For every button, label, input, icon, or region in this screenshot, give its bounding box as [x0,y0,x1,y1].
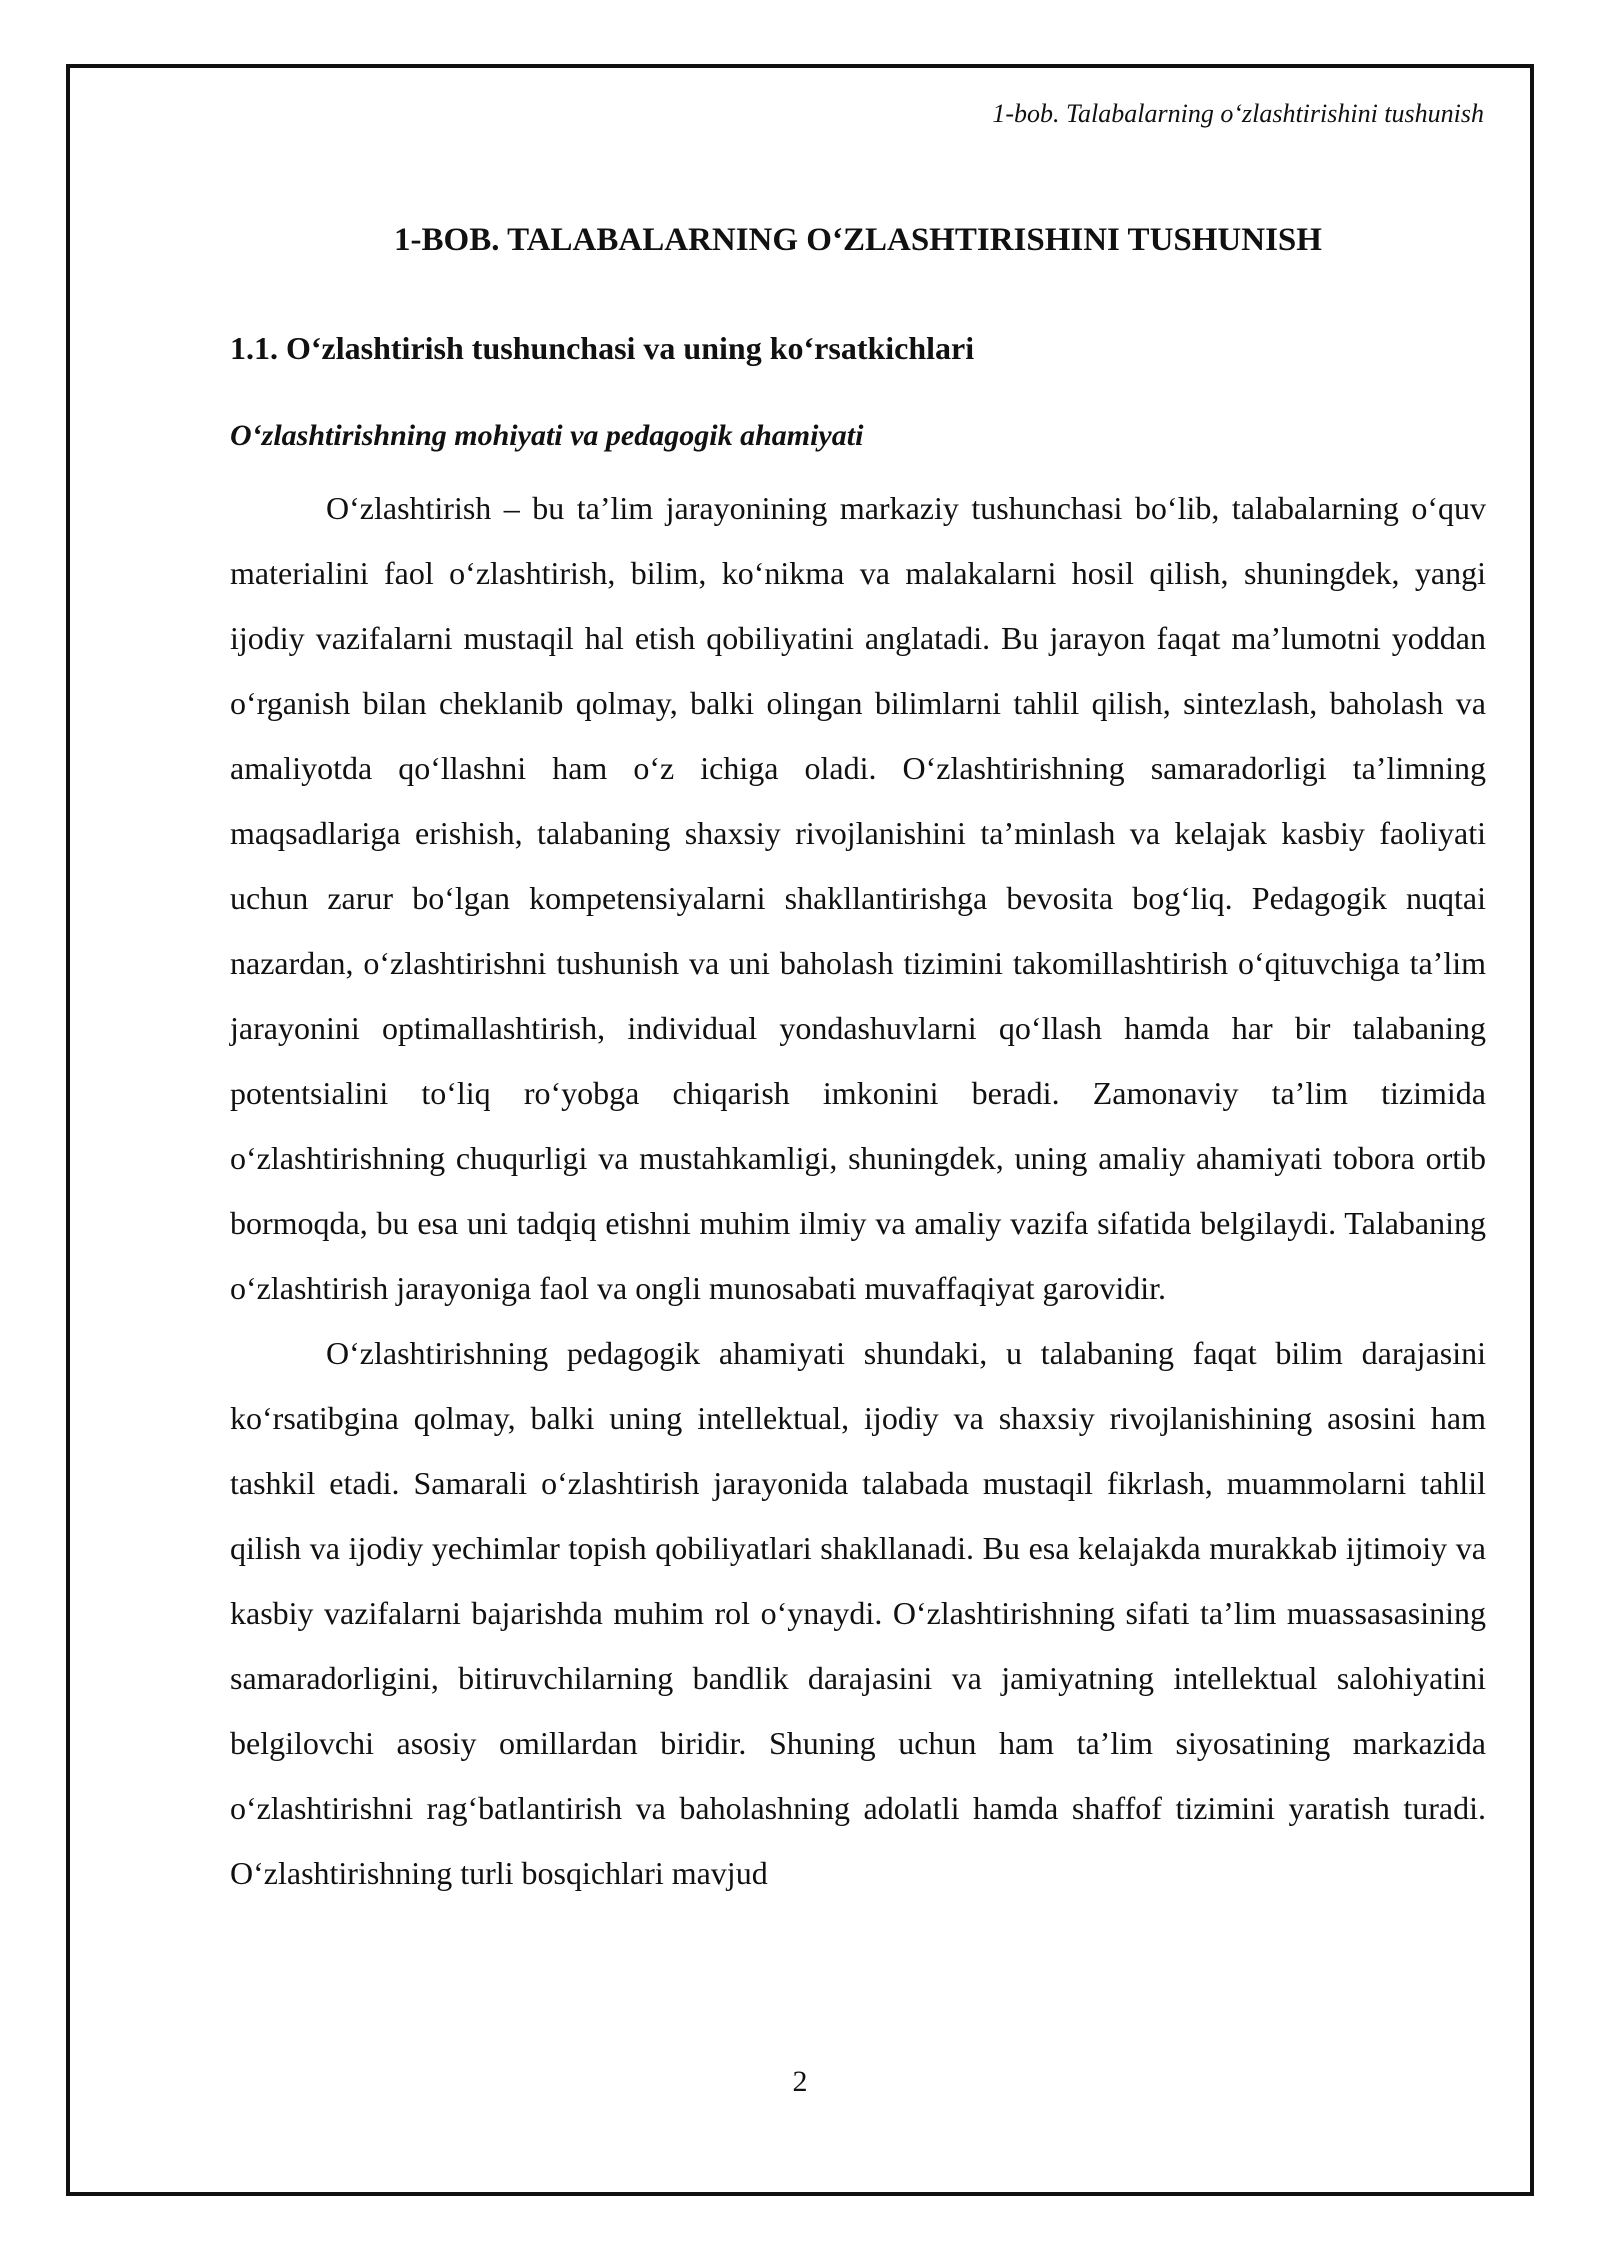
page-content [230,210,1486,1906]
body-paragraph: Oʻzlashtirishning pedagogik ahamiyati shundaki, u talabaning faqat bilim darajasini koʻrsatibgina qolmay, balki uning intellektual, ijodiy va shaxsiy rivojlanishining asosini ham tashkil etadi. Samarali oʻzlashtirish jarayonida talabada mustaqil fikrlash, muammolarni tahlil qilish va ijodiy yechimlar topish qobiliyatlari shakllanadi. Bu esa kelajakda murakkab ijtimoiy va kasbiy vazifalarni bajarishda muhim rol oʻynaydi. Oʻzlashtirishning sifati ta’lim muassasasining samaradorligini, bitiruvchilarning bandlik darajasini va jamiyatning intellektual salohiyatini belgilovchi asosiy omillardan biridir. Shuning uchun ham ta’lim siyosatining markazida oʻzlashtirishni ragʻbatlantirish va baholashning adolatli hamda shaffof tizimini yaratish turadi. Oʻzlashtirishning turli bosqichlari mavjud [230,1335,1486,1891]
body-paragraph: Oʻzlashtirish – bu ta’lim jarayonining markaziy tushunchasi boʻlib, talabalarning oʻquv materialini faol oʻzlashtirish, bilim, koʻnikma va malakalarni hosil qilish, shuningdek, yangi ijodiy vazifalarni mustaqil hal etish qobiliyatini anglatadi. Bu jarayon faqat ma’lumotni yoddan oʻrganish bilan cheklanib qolmay, balki olingan bilimlarni tahlil qilish, sintezlash, baholash va amaliyotda qoʻllashni ham oʻz ichiga oladi. Oʻzlashtirishning samaradorligi ta’limning maqsadlariga erishish, talabaning shaxsiy rivojlanishini ta’minlash va kelajak kasbiy faoliyati uchun zarur boʻlgan kompetensiyalarni shakllantirishga bevosita bogʻliq. Pedagogik nuqtai nazardan, oʻzlashtirishni tushunish va uni baholash tizimini takomillashtirish oʻqituvchiga ta’lim jarayonini optimallashtirish, individual yondashuvlarni qoʻllash hamda har bir talabaning potentsialini toʻliq roʻyobga chiqarish imkonini beradi. Zamonaviy ta’lim tizimida oʻzlashtirishning chuqurligi va mustahkamligi, shuningdek, uning amaliy ahamiyati tobora ortib bormoqda, bu esa uni tadqiq etishni muhim ilmiy va amaliy vazifa sifatida belgilaydi. Talabaning oʻzlashtirish jarayoniga faol va ongli munosabati muvaffaqiyat garovidir. [230,490,1486,1306]
running-header: 1-bob. Talabalarning oʻzlashtirishini tushunish [992,99,1484,128]
page-number: 2 [792,2065,808,2098]
chapter-title: 1-BOB. TALABALARNING OʻZLASHTIRISHINI TUSHUNISH [394,222,1322,258]
section-title: 1.1. Oʻzlashtirish tushunchasi va uning koʻrsatkichlari [230,330,975,366]
subsection-title: Oʻzlashtirishning mohiyati va pedagogik ahamiyati [230,419,864,452]
